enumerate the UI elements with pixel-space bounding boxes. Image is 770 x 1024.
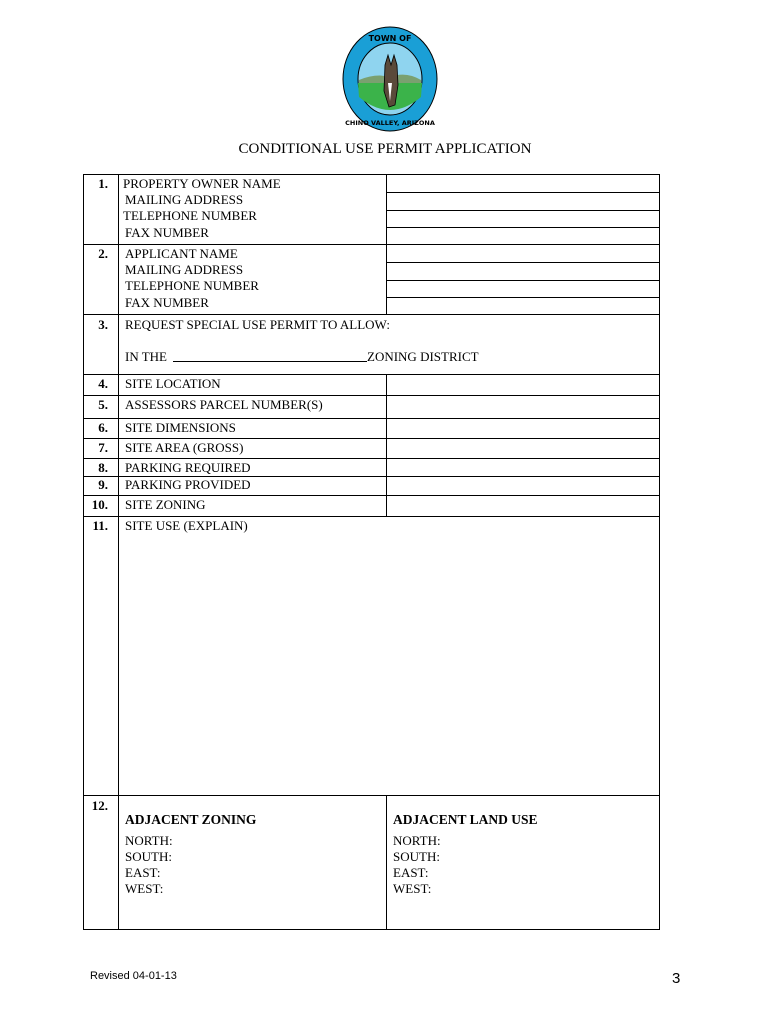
parking-required-label: PARKING REQUIRED [125, 460, 251, 475]
applicant-telephone-label: TELEPHONE NUMBER [125, 278, 259, 293]
applicant-name-label: APPLICANT NAME [125, 246, 238, 261]
site-area-label: SITE AREA (GROSS) [125, 440, 244, 455]
revision-date: Revised 04-01-13 [90, 970, 177, 982]
section-number: 7. [98, 440, 108, 455]
table-bottom-border [83, 929, 660, 930]
zoning-district-blank[interactable] [173, 361, 367, 362]
zoning-south-label: SOUTH: [125, 849, 172, 864]
adjacent-zoning-heading: ADJACENT ZONING [125, 812, 257, 827]
town-seal-logo [341, 25, 439, 133]
table-top-border [83, 174, 660, 175]
adjacent-land-use-heading: ADJACENT LAND USE [393, 812, 538, 827]
zoning-district-label: ZONING DISTRICT [367, 349, 479, 364]
page-title: CONDITIONAL USE PERMIT APPLICATION [238, 141, 532, 157]
site-use-label: SITE USE (EXPLAIN) [125, 518, 248, 533]
zoning-west-label: WEST: [125, 881, 164, 896]
assessors-parcel-label: ASSESSORS PARCEL NUMBER(S) [125, 397, 323, 412]
parking-provided-label: PARKING PROVIDED [125, 477, 251, 492]
owner-telephone-label: TELEPHONE NUMBER [123, 208, 257, 223]
landuse-west-label: WEST: [393, 881, 432, 896]
page-number: 3 [672, 970, 681, 987]
section-number: 6. [98, 420, 108, 435]
section-number: 10. [91, 497, 108, 512]
section-number: 4. [98, 376, 108, 391]
applicant-mailing-address-label: MAILING ADDRESS [125, 262, 244, 277]
property-owner-name-label: PROPERTY OWNER NAME [123, 176, 281, 191]
section-number: 11. [92, 518, 108, 533]
section-number: 8. [98, 460, 108, 475]
applicant-fax-label: FAX NUMBER [125, 295, 209, 310]
svg-text:CHINO VALLEY, ARIZONA: CHINO VALLEY, ARIZONA [345, 119, 435, 127]
site-zoning-label: SITE ZONING [125, 497, 206, 512]
section-number: 9. [98, 477, 108, 492]
site-dimensions-label: SITE DIMENSIONS [125, 420, 236, 435]
section-number: 1. [98, 176, 108, 191]
owner-mailing-address-label: MAILING ADDRESS [125, 192, 244, 207]
zoning-north-label: NORTH: [125, 833, 173, 848]
owner-fax-label: FAX NUMBER [125, 225, 209, 240]
landuse-north-label: NORTH: [393, 833, 441, 848]
section-number: 5. [98, 397, 108, 412]
landuse-east-label: EAST: [393, 865, 429, 880]
table-right-border [659, 174, 660, 930]
section-number: 12. [91, 798, 108, 813]
table-left-border [83, 174, 84, 930]
section-number: 2. [98, 246, 108, 261]
svg-text:TOWN OF: TOWN OF [368, 34, 412, 43]
number-column-divider [118, 174, 119, 930]
section-number: 3. [98, 317, 108, 332]
site-location-label: SITE LOCATION [125, 376, 221, 391]
landuse-south-label: SOUTH: [393, 849, 440, 864]
in-the-label: IN THE [125, 349, 168, 364]
request-permit-label: REQUEST SPECIAL USE PERMIT TO ALLOW: [125, 317, 390, 332]
zoning-east-label: EAST: [125, 865, 161, 880]
